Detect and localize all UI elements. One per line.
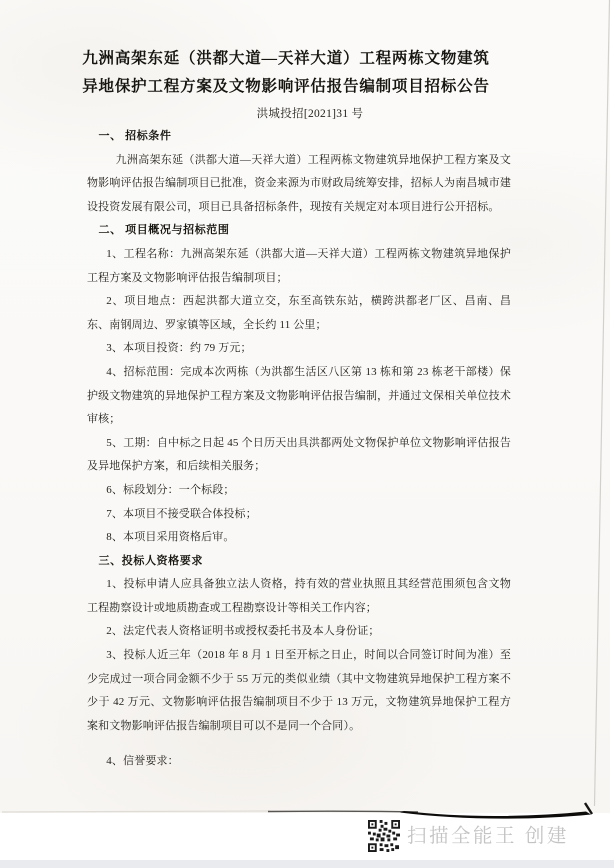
document-title-line2: 异地保护工程方案及文物影响评估报告编制项目招标公告 <box>82 77 490 95</box>
section-2-item-6: 6、标段划分：一个标段； <box>106 483 235 496</box>
section-2-item-3: 3、本项目投资：约 79 万元； <box>106 342 252 355</box>
document-title-line1: 九洲高架东延（洪都大道—天祥大道）工程两栋文物建筑 <box>82 50 490 67</box>
section-3-item-4: 4、信誉要求： <box>106 755 179 768</box>
section-2-item-4: 4、招标范围：完成本次两栋（为洪都生活区八区第 13 栋和第 23 栋老干部楼）保护级文物建筑的异地保护工程方案及文物影响评估报告编制，并通过文保相关单位技术审核； <box>87 365 511 426</box>
section-2-heading: 二、 项目概况与招标范围 <box>98 224 230 237</box>
section-2-item-2: 2、项目地点：西起洪都大道立交，东至高铁东站，横跨洪都老厂区、昌南、昌东、南钢周边、罗家镇等区域，全长约 11 公里； <box>87 295 511 331</box>
section-1-heading: 一、 招标条件 <box>98 130 172 142</box>
document-title <box>74 45 498 100</box>
section-2-item-1: 1、工程名称：九洲高架东延（洪都大道—天祥大道）工程两栋文物建筑异地保护工程方案及文物影响评估报告编制项目； <box>87 247 511 284</box>
section-2-item-5: 5、工期：自中标之日起 45 个日历天出具洪都两处文物保护单位文物影响评估报告及异地保护方案，和后续相关服务； <box>87 436 511 473</box>
section-3-heading: 三、投标人资格要求 <box>98 554 203 567</box>
qr-code-icon <box>368 820 400 852</box>
section-3-item-2: 2、法定代表人资格证明书或授权委托书及本人身份证； <box>106 625 380 638</box>
camscanner-watermark: 扫描全能王 创建 <box>407 825 569 847</box>
document-number: 洪城投招[2021]31 号 <box>256 108 364 120</box>
section-3-item-3: 3、投标人近三年（2018 年 8 月 1 日至开标之日止，时间以合同签订时间为准）至少完成过一项合同金额不少于 55 万元的类似业绩（其中文物建筑异地保护工程方案不少于 42 万元、文物影响评估报告编制项目不少于 13 万元，文物建筑异地保护工程方案和文物影响评估报告编制项目可以不是同一个合同）。 <box>87 649 511 732</box>
section-3-item-1: 1、投标申请人应具备独立法人资格，持有效的营业执照且其经营范围须包含文物工程勘察设计或地质勘查或工程勘察设计等相关工作内容； <box>87 578 511 614</box>
viewer-bottom-strip <box>0 860 614 868</box>
section-1-paragraph: 九洲高架东延（洪都大道—天祥大道）工程两栋文物建筑异地保护工程方案及文物影响评估报告编制项目已批准，资金来源为市财政局统筹安排，招标人为南昌城市建设投资发展有限公司，项目已具备招标条件，现按有关规定对本项目进行公开招标。 <box>87 153 511 213</box>
section-2-item-8: 8、本项目采用资格后审。 <box>106 531 235 544</box>
document-content <box>82 0 511 774</box>
section-2-item-7: 7、本项目不接受联合体投标； <box>106 507 257 520</box>
document-body <box>87 125 511 774</box>
